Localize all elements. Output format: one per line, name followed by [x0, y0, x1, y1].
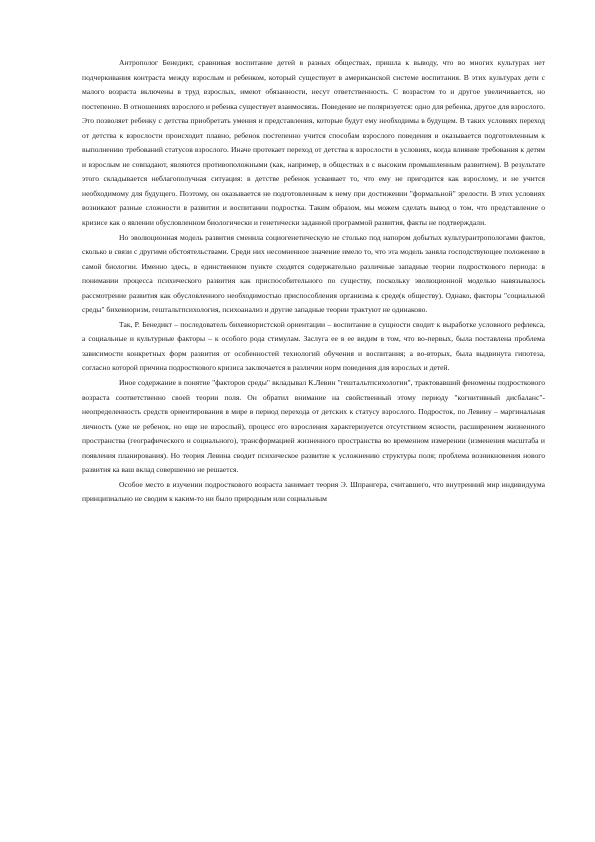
paragraph-spranger-theory: Особое место в изучении подросткового возраста занимает теория Э. Шпрангера, считавшего, что внутренний мир индивидуума принципиально не сводим к каким-то ни было природным или социальным: [82, 479, 545, 504]
paragraph-behaviorist-orientation: Так, Р. Бенедикт – последователь бихевиористской ориентации – воспитание в сущности сводит к выработке условного рефлекса, а социальные и культурные факторы – к особого рода стимулам. Заслуга ее в ее видим в том, что во-первых, была поставлена проблема зависимости конкретных форм развития от особенностей технологий обучения и воспитания; а во-вторых, была выдвинута гипотеза, согласно которой причина подросткового кризиса заключается в различии норм поведения для взрослых и детей.: [82, 319, 545, 373]
paragraph-evolutionary-model: Но эволюционная модель развития сменила социогенетическую не столько под напором добытых культурантропологами фактов, сколько в связи с другими обстоятельствами. Среди них несомненное значение имело то, что эта модель заняла господствующее положение в самой биологии. Именно здесь, в единственном пункте сходятся содержательно различные западные теории подросткового периода: в понимании процесса психического развития как приспособительного по существу, поскольку эволюционной моделью навязывалось рассмотрение развития как обусловленного необходимостью приспособления организма к среде(к обществу). Однако, факторы "социальной среды" бихевиоризм, гештальтпсихология, психоанализ и другие западные теории трактуют не одинаково.: [82, 232, 545, 315]
paragraph-levin-field-theory: Иное содержание в понятие "факторов среды" вкладывал К.Левин "гештальтпсихологии", трактовавший феномены подросткового возраста соответственно своей теории поля. Он обратил внимание на свойственный этому периоду "когнитивный дисбаланс"- неопределенность средств ориентирования в мире в период перехода от детских к статусу взрослого. Подросток, по Левину – маргинальная личность (уже не ребенок, но еще не взрослый), процесс его взросления характеризуется отсутствием ясности, расширением жизненного пространства (географического и социального), трансформацией жизненного пространства во временном измерении (изменения масштаба и появления планирования). Но теория Левина сводит психическое развитие к усложнению структуры поля; проблема возникновения нового развития ка ваш вклад совершенно не решается.: [82, 378, 545, 475]
paragraph-benedict-anthropology: Антрополог Бенедикт, сравнивая воспитание детей в разных обществах, пришла к выводу, что во многих культурах нет подчеркивания контраста между взрослым и ребенком, который существует в американской системе воспитания. В этих культурах дети с малого возраста включены в труд взрослых, имеют обязанности, несут ответственность. С возрастом то и другое увеличивается, но постепенно. В отношениях взрослого и ребенка существует взаимосвязь. Поведение не поляризуется: одно для ребенка, другое для взрослого. Это позволяет ребенку с детства приобретать умения и представления, которые будут ему необходимы в будущем. В таких условиях переход от детства к взрослости происходит плавно, ребенок постепенно учится способам взрослого поведения и оказывается подготовленным к выполнению требований статусов взрослого. Иначе протекает переход от детства к взрослости в условиях, когда влияние требования к детям и взрослым не совпадают, являются противоположными (как, например, в обществах в с высоким промышленным развитием). В результате этого складывается неблагополучная ситуация: в детстве ребенок усваивает то, что ему не пригодится как взрослому, и не учится необходимому для будущего. Поэтому, он оказывается не подготовленным к нему при достижении "формальной" зрелости. В этих условиях возникают разные сложности в развитии и воспитании подростка. Таким образом, мы можем сделать вывод о том, что представление о кризисе как о явлении обусловленном биологически и генетически заданной программой развития, факты не подтверждали.: [82, 58, 545, 228]
